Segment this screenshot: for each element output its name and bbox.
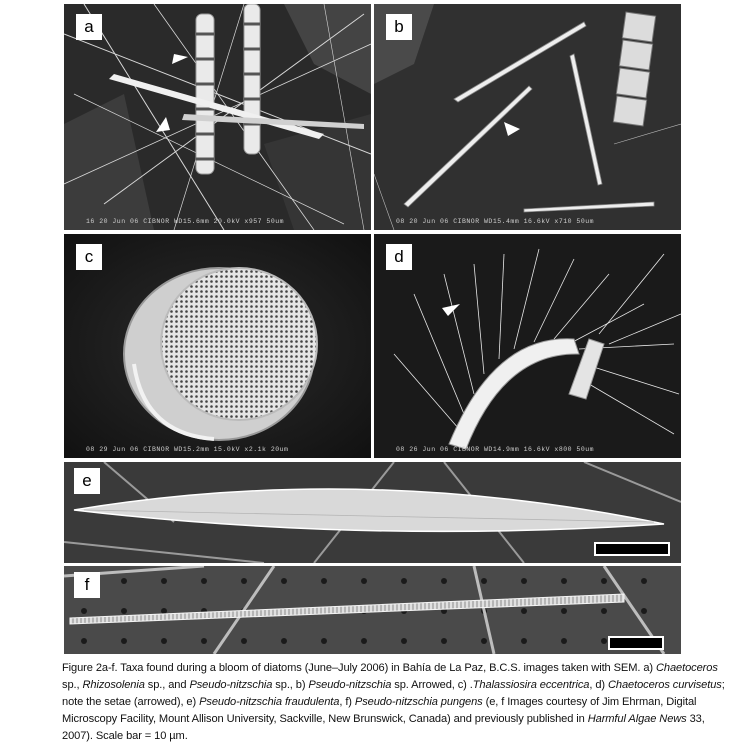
panel-a [64, 4, 371, 230]
sem-metadata: 08 20 Jun 06 CIBNOR WD15.4mm 16.6kV x710 50um [396, 218, 595, 225]
sem-metadata: 08 26 Jun 06 CIBNOR WD14.9mm 16.6kV x800 50um [396, 446, 595, 453]
panel-a-micrograph [64, 4, 371, 230]
panel-label: c [76, 244, 102, 270]
panel-label: d [386, 244, 412, 270]
panel-label: a [76, 14, 102, 40]
sem-metadata: 16 20 Jun 06 CIBNOR WD15.6mm 20.0kV x957 50um [86, 218, 285, 225]
panel-d [374, 234, 681, 458]
scale-bar [608, 636, 664, 650]
figure-caption: Figure 2a-f. Taxa found during a bloom of diatoms (June–July 2006) in Bahía de La Paz, B.C.S. images taken with SEM. a) Chaetoceros sp., Rhizosolenia sp., and Pseudo-nitzschia sp., b) Pseudo-nitzschia sp. Arrowed, c) .Thalassiosira eccentrica, d) Chaetoceros curvisetus; note the setae (arrowed), e) Pseudo-nitzschia fraudulenta, f) Pseudo-nitzschia pungens (e, f Images courtesy of Jim Ehrman, Digital Microscopy Facility, Mount Allison University, Sackville, New Brunswick, Canada) and previously published in Harmful Algae News 33, 2007). Scale bar = 10 µm. [62, 662, 725, 742]
panel-label: b [386, 14, 412, 40]
panel-c [64, 234, 371, 458]
scale-bar [594, 542, 670, 556]
panel-f-micrograph [64, 566, 681, 654]
panel-f [64, 566, 681, 654]
panel-c-micrograph [64, 234, 371, 458]
panel-e-micrograph [64, 462, 681, 563]
panel-label: e [74, 468, 100, 494]
panel-b-micrograph [374, 4, 681, 230]
panel-d-micrograph [374, 234, 681, 458]
panel-label: f [74, 572, 100, 598]
panel-b [374, 4, 681, 230]
sem-metadata: 08 29 Jun 06 CIBNOR WD15.2mm 15.0kV x2.1k 20um [86, 446, 289, 453]
panel-e [64, 462, 681, 563]
